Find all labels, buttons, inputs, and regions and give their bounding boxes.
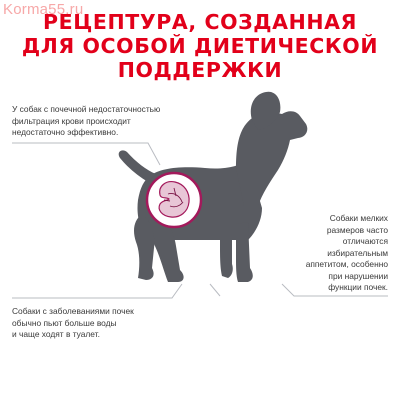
- dog-front-leg-2: [220, 228, 233, 278]
- callout-line-hydration: [12, 284, 182, 298]
- note-line: недостаточно эффективно.: [12, 127, 119, 137]
- note-line: Собаки мелких: [329, 213, 388, 223]
- note-line: отличаются: [342, 236, 388, 246]
- page-title-line-2: ДЛЯ ОСОБОЙ ДИЕТИЧЕСКОЙ: [21, 34, 379, 58]
- callout-line-paw: [210, 284, 220, 296]
- page-title-line-3: ПОДДЕРЖКИ: [117, 58, 283, 82]
- callout-line-appetite: [282, 284, 388, 296]
- callout-line-kidney: [12, 143, 160, 165]
- note-line: аппетитом, особенно: [305, 259, 388, 269]
- note-line: У собак с почечной недостаточностью: [12, 104, 161, 114]
- note-line: обычно пьют больше воды: [12, 317, 117, 328]
- note-line: фильтрация крови происходит: [12, 115, 131, 126]
- page-title-line-1: РЕЦЕПТУРА, СОЗДАННАЯ: [43, 10, 357, 34]
- note-line: размеров часто: [326, 224, 388, 235]
- dog-silhouette-icon: [119, 92, 308, 282]
- note-line: Собаки с заболеваниями почек: [12, 306, 134, 316]
- note-line: избирательным: [327, 247, 388, 258]
- dog-head: [236, 111, 307, 206]
- note-line: при нарушении: [328, 270, 388, 281]
- watermark: Korma55.ru: [3, 1, 84, 18]
- note-line: функции почек.: [328, 282, 388, 292]
- dog-tail: [119, 150, 156, 182]
- kidney-icon: [147, 173, 201, 227]
- note-line: и чаще ходят в туалет.: [12, 329, 100, 339]
